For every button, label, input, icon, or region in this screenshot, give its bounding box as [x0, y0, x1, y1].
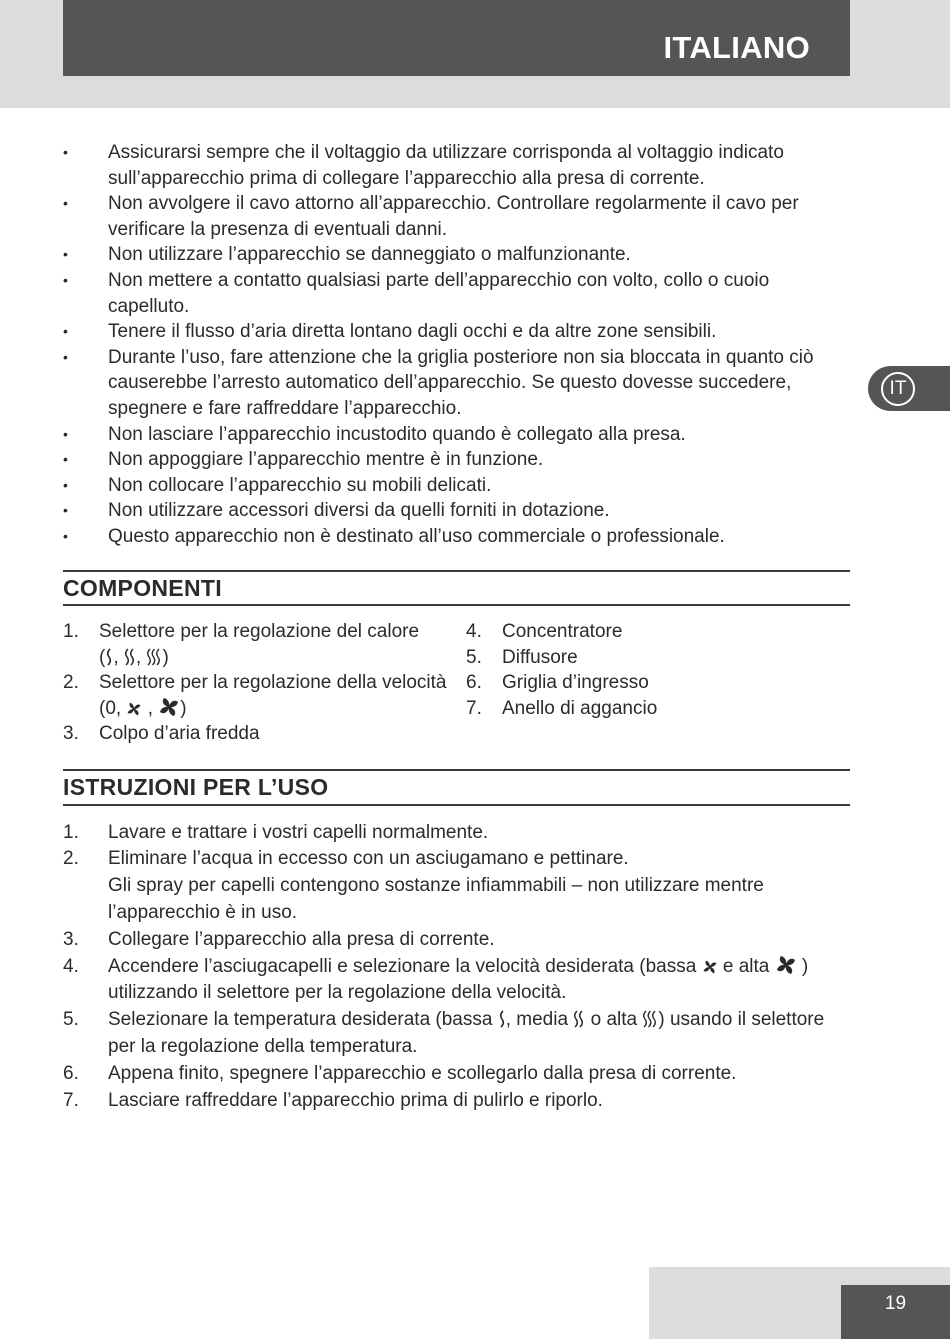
bullet-icon: •: [63, 195, 68, 212]
heat-high-icon: [146, 648, 162, 666]
language-title: ITALIANO: [663, 30, 810, 65]
step-number: 6.: [63, 1062, 79, 1084]
safety-text: Non avvolgere il cavo attorno all’apparecchio. Controllare regolarmente il cavo per verificare la presenza di eventuali danni.: [108, 193, 799, 240]
item-number: 3.: [63, 723, 79, 745]
bullet-icon: •: [63, 476, 68, 493]
step-number: 2.: [63, 848, 79, 870]
heat-medium-icon: [124, 648, 136, 666]
heat-high-icon: [642, 1010, 658, 1028]
safety-text: Non collocare l’apparecchio su mobili delicati.: [108, 474, 492, 496]
step-text: o alta: [585, 1009, 643, 1031]
bullet-icon: •: [63, 271, 68, 288]
step-number: 3.: [63, 928, 79, 950]
step-text: ) utilizzando il selettore per la regolazione della velocità.: [108, 955, 809, 1004]
safety-text: Tenere il flusso d’aria diretta lontano dagli occhi e da altre zone sensibili.: [108, 321, 717, 343]
list-item: [63, 242, 850, 268]
list-item: [466, 670, 850, 696]
safety-text: Non mettere a contatto qualsiasi parte dell’apparecchio con volto, collo o cuoio capelluto.: [108, 269, 770, 317]
bullet-icon: •: [63, 451, 68, 468]
bullet-icon: •: [63, 246, 68, 263]
item-number: 6.: [466, 672, 482, 694]
item-text: Colpo d’aria fredda: [99, 723, 260, 745]
fan-low-icon: [126, 701, 142, 717]
list-item: [63, 422, 850, 448]
components-column-left: [63, 619, 466, 747]
item-text: ,: [142, 697, 159, 719]
components-column-right: [466, 619, 850, 747]
heat-low-icon: [498, 1010, 506, 1028]
bullet-icon: •: [63, 323, 68, 340]
item-text: Concentratore: [502, 621, 623, 643]
item-number: 7.: [466, 697, 482, 719]
list-item: [63, 670, 466, 721]
list-item: [63, 1088, 850, 1115]
step-text: ) usando il selettore per la regolazione della temperatura.: [108, 1009, 825, 1058]
list-item: [63, 619, 466, 670]
item-text: (: [99, 646, 106, 668]
list-item: [63, 447, 850, 473]
item-text: (0,: [99, 697, 127, 719]
list-item: [63, 345, 850, 422]
safety-text: Durante l’uso, fare attenzione che la griglia posteriore non sia bloccata in quanto ciò causerebbe l’arresto automatico dell’apparecchio. Se questo dovesse succedere, spegnere e fare raffreddare l’apparecchio.: [108, 346, 814, 419]
page-content: [63, 140, 850, 1114]
bullet-icon: •: [63, 502, 68, 519]
page-number: 19: [884, 1293, 907, 1314]
item-text: Selettore per la regolazione del calore: [99, 621, 420, 643]
list-item: [466, 696, 850, 722]
fan-low-icon: [702, 959, 718, 975]
fan-high-icon: [158, 697, 180, 717]
header-bar: [63, 0, 850, 76]
safety-text: Non utilizzare accessori diversi da quelli forniti in dotazione.: [108, 500, 610, 522]
step-text: Eliminare l’acqua in eccesso con un asciugamano e pettinare.: [108, 848, 629, 870]
language-tab: [868, 366, 950, 411]
bullet-icon: •: [63, 527, 68, 544]
list-item: [63, 927, 850, 954]
heat-medium-icon: [573, 1010, 585, 1028]
language-code: IT: [881, 372, 915, 406]
page-number-box: [841, 1285, 950, 1339]
step-text: Lavare e trattare i vostri capelli normalmente.: [108, 821, 489, 843]
item-text: ,: [135, 646, 147, 668]
list-item: [63, 954, 850, 1008]
fan-high-icon: [775, 955, 797, 975]
step-text: Collegare l’apparecchio alla presa di corrente.: [108, 928, 495, 950]
item-number: 1.: [63, 621, 79, 643]
step-text: e alta: [717, 955, 775, 977]
safety-text: Non lasciare l’apparecchio incustodito quando è collegato alla presa.: [108, 423, 686, 445]
section-title-instructions: ISTRUZIONI PER L’USO: [63, 769, 850, 806]
instructions-list: [63, 820, 850, 1115]
item-text: ): [180, 697, 187, 719]
list-item: [63, 319, 850, 345]
list-item: [63, 140, 850, 191]
step-text: Accendere l’asciugacapelli e selezionare la velocità desiderata (bassa: [108, 955, 702, 977]
bullet-icon: •: [63, 144, 68, 160]
components-list: [63, 619, 850, 747]
item-number: 4.: [466, 621, 482, 643]
list-item: [63, 1061, 850, 1088]
step-number: 7.: [63, 1089, 79, 1111]
item-number: 5.: [466, 646, 482, 668]
safety-text: Assicurarsi sempre che il voltaggio da utilizzare corrisponda al voltaggio indicato sull’apparecchio prima di collegare l’apparecchio alla presa di corrente.: [108, 142, 784, 189]
list-item: [63, 846, 850, 926]
list-item: [63, 1007, 850, 1061]
item-number: 2.: [63, 672, 79, 694]
list-item: [63, 721, 466, 747]
list-item: [63, 498, 850, 524]
list-item: [63, 191, 850, 242]
step-text: Selezionare la temperatura desiderata (bassa: [108, 1009, 498, 1031]
list-item: [63, 524, 850, 550]
step-note: Gli spray per capelli contengono sostanze infiammabili – non utilizzare mentre l’apparecchio è in uso.: [108, 875, 764, 924]
step-text: , media: [505, 1009, 574, 1031]
list-item: [63, 473, 850, 499]
list-item: [466, 619, 850, 645]
step-number: 1.: [63, 821, 79, 843]
step-text: Appena finito, spegnere l’apparecchio e scollegarlo dalla presa di corrente.: [108, 1062, 737, 1084]
section-title-components: COMPONENTI: [63, 570, 850, 607]
item-text: Griglia d’ingresso: [502, 672, 649, 694]
list-item: [466, 645, 850, 671]
step-text: Lasciare raffreddare l’apparecchio prima di pulirlo e riporlo.: [108, 1089, 603, 1111]
bullet-icon: •: [63, 348, 68, 365]
step-number: 5.: [63, 1009, 79, 1031]
list-item: [63, 268, 850, 319]
item-text: Selettore per la regolazione della velocità: [99, 672, 447, 694]
safety-text: Questo apparecchio non è destinato all’uso commerciale o professionale.: [108, 525, 725, 547]
safety-list: [63, 140, 850, 550]
safety-text: Non utilizzare l’apparecchio se danneggiato o malfunzionante.: [108, 244, 631, 266]
step-number: 4.: [63, 955, 79, 977]
item-text: Anello di aggancio: [502, 697, 658, 719]
item-text: Diffusore: [502, 646, 578, 668]
bullet-icon: •: [63, 425, 68, 442]
list-item: [63, 820, 850, 847]
item-text: ,: [113, 646, 124, 668]
item-text: ): [162, 646, 169, 668]
safety-text: Non appoggiare l’apparecchio mentre è in funzione.: [108, 449, 544, 471]
